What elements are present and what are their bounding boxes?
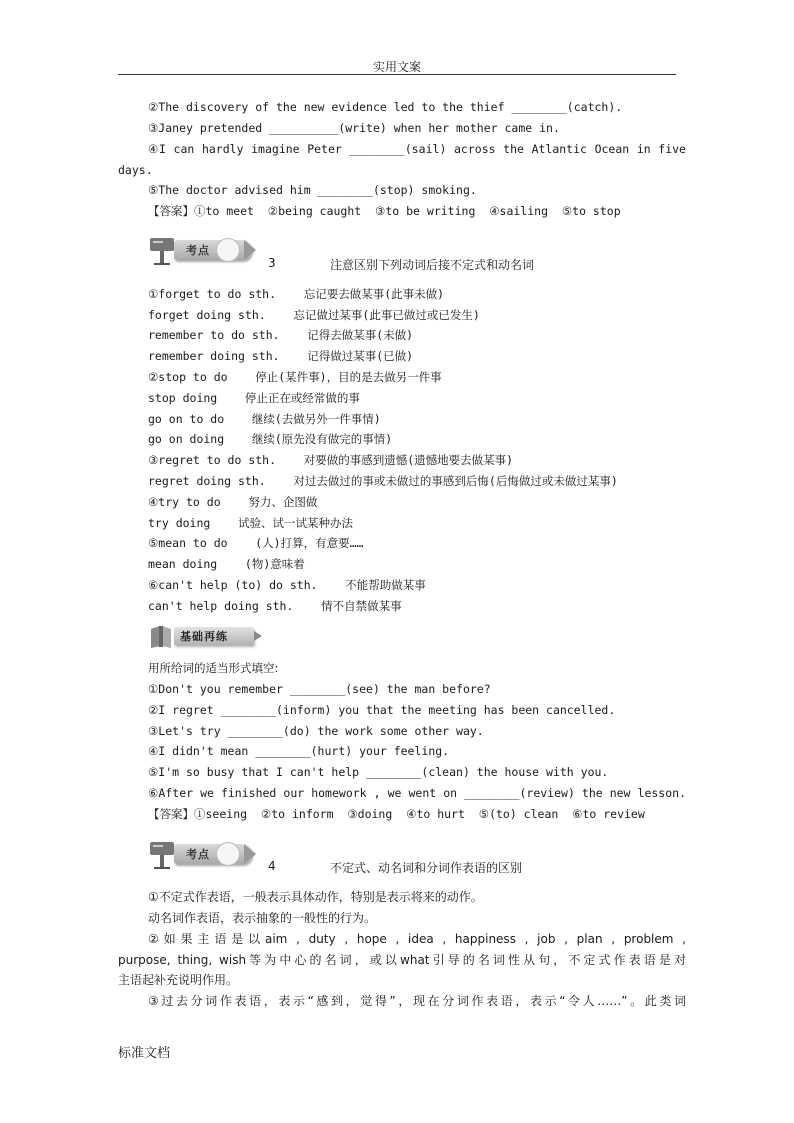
signpost-icon: [148, 236, 176, 266]
rule-line: ⑥can't help (to) do sth. 不能帮助做某事: [148, 578, 426, 592]
rule-line: try doing 试验、试一试某种办法: [148, 516, 354, 530]
rule-line: ①forget to do sth. 忘记要去做某事(此事未做): [148, 287, 445, 301]
rule-line: stop doing 停止正在或经常做的事: [148, 391, 360, 405]
exercise-line: ⑤The doctor advised him ________(stop) smoking.: [148, 183, 477, 197]
section-number: 3: [268, 256, 276, 270]
explanation-line: ③过去分词作表语，表示“感到，觉得”，现在分词作表语，表示“令人……”。此类词: [148, 994, 686, 1008]
exercise-line: ③Let's try ________(do) the work some other way.: [148, 724, 484, 738]
rule-line: ④try to do 努力、企图做: [148, 495, 318, 509]
arrow-icon: [244, 240, 256, 260]
explanation-line: purpose, thing, wish等为中心的名词，或以what引导的名词性从句，不定式作表语是对: [118, 953, 686, 967]
header-divider: [118, 74, 676, 75]
exercise-line: ②The discovery of the new evidence led to the thief ________(catch).: [148, 100, 623, 114]
badge-tag: [174, 844, 252, 864]
instruction-text: 用所给词的适当形式填空:: [148, 661, 279, 675]
rule-line: go on to do 继续(去做另外一件事情): [148, 412, 381, 426]
explanation-line: 主语起补充说明作用。: [118, 973, 239, 987]
exercise-line: ③Janey pretended __________(write) when her mother came in.: [148, 121, 560, 135]
rule-line: mean doing (物)意味着: [148, 557, 305, 571]
kaodian-badge: [144, 234, 264, 268]
page-footer: 标准文档: [118, 1046, 171, 1061]
rule-line: ⑤mean to do (人)打算，有意要……: [148, 536, 364, 550]
explanation-line: 动名词作表语，表示抽象的一般性的行为。: [148, 911, 377, 925]
book-icon: [148, 623, 174, 649]
rule-line: go on doing 继续(原先没有做完的事情): [148, 432, 393, 446]
exercise-line: ①Don't you remember ________(see) the man before?: [148, 682, 491, 696]
practice-badge: [146, 623, 266, 653]
signpost-icon: [148, 840, 176, 870]
exercise-line: ⑤I'm so busy that I can't help ________(clean) the house with you.: [148, 765, 609, 779]
section-title: 注意区别下列动词后接不定式和动名词: [330, 258, 535, 272]
exercise-line: ④I didn't mean ________(hurt) your feeling.: [148, 744, 450, 758]
explanation-line: ②如果主语是以aim , duty , hope , idea , happiness , job , plan , problem ,: [148, 932, 686, 946]
page-header: 实用文案: [372, 60, 421, 74]
rule-line: can't help doing sth. 情不自禁做某事: [148, 599, 402, 613]
answer-line: 【答案】①to meet ②being caught ③to be writing ④sailing ⑤to stop: [148, 204, 621, 218]
badge-tag: [174, 627, 254, 645]
arrow-icon: [244, 844, 256, 864]
badge-label: 考点: [186, 848, 210, 861]
section-title: 不定式、动名词和分词作表语的区别: [330, 861, 523, 875]
exercise-line: ⑥After we finished our homework , we went on ________(review) the new lesson.: [148, 786, 686, 800]
rule-line: regret doing sth. 对过去做过的事或未做过的事感到后悔(后悔做过或未做过某事): [148, 474, 618, 488]
explanation-line: ①不定式作表语，一般表示具体动作，特别是表示将来的动作。: [148, 890, 483, 904]
badge-label: 基础再练: [180, 630, 228, 643]
arrow-icon: [254, 631, 262, 641]
exercise-line: ④I can hardly imagine Peter ________(sail) across the Atlantic Ocean in five: [148, 142, 686, 156]
rule-line: ②stop to do 停止(某件事)，目的是去做另一件事: [148, 370, 442, 384]
badge-label: 考点: [186, 244, 210, 257]
exercise-line-continued: days.: [118, 163, 153, 177]
badge-circle: [216, 842, 240, 866]
answer-line: 【答案】①seeing ②to inform ③doing ④to hurt ⑤(to) clean ⑥to review: [148, 807, 645, 821]
section-number: 4: [268, 859, 276, 873]
badge-circle: [216, 238, 240, 262]
rule-line: remember to do sth. 记得去做某事(未做): [148, 328, 414, 342]
rule-line: forget doing sth. 忘记做过某事(此事已做过或已发生): [148, 308, 480, 322]
exercise-line: ②I regret ________(inform) you that the meeting has been cancelled.: [148, 703, 616, 717]
rule-line: remember doing sth. 记得做过某事(已做): [148, 349, 414, 363]
rule-line: ③regret to do sth. 对要做的事感到遗憾(遗憾地要去做某事): [148, 453, 514, 467]
kaodian-badge: [144, 838, 264, 872]
badge-tag: [174, 240, 252, 260]
